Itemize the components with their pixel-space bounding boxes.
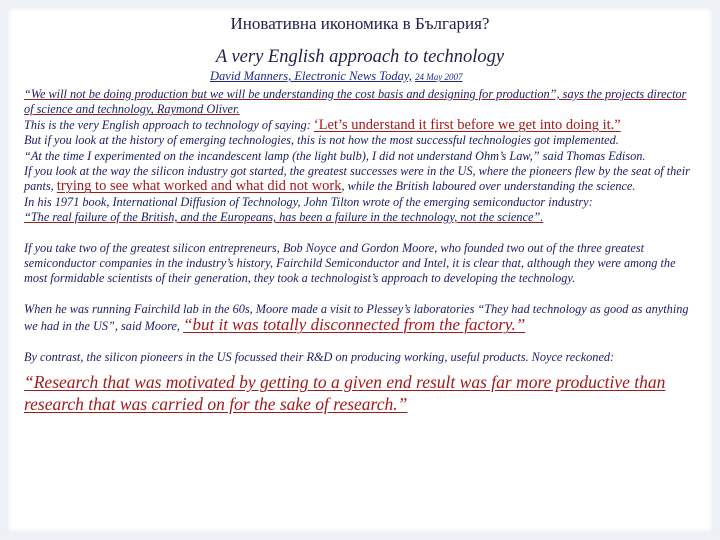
paragraph-text: This is the very English approach to technology of saying: xyxy=(24,117,314,132)
paragraph-text: If you look at the way the silicon industry got started, the greatest successes were in the US, where the pioneers flew by the seat of their pants, xyxy=(24,164,690,194)
quote-noyce: “Research that was motivated by getting to a given end result was far more productive than research that was carried on for the sake of research.” xyxy=(24,372,666,415)
source-citation xyxy=(210,69,462,84)
quote-tilton: “The real failure of the British, and the Europeans, has been a failure in the technology, not the science”. xyxy=(24,210,544,225)
paragraph-english-approach xyxy=(24,118,696,133)
paragraph-text: When he was running Fairchild lab in the 60s, Moore made a visit to Plessey’s laboratories “They had technology as good as anything we had in the US”, said Moore, xyxy=(24,301,689,334)
source-date: 24 May 2007 xyxy=(414,72,463,82)
quote-edison: “At the time I experimented on the incandescent lamp (the light bulb), I did not understand Ohm’s Law,” said Thomas Edison. xyxy=(24,148,646,163)
highlight-what-worked: trying to see what worked and what did not work xyxy=(56,178,342,195)
highlight-understand-first: ‘Let’s understand it first before we get into doing it.” xyxy=(313,116,621,133)
highlight-disconnected: “but it was totally disconnected from the factory.” xyxy=(183,315,526,335)
paragraph-tilton: In his 1971 book, International Diffusion of Technology, John Tilton wrote of the emerging semiconductor industry: xyxy=(24,194,593,209)
slide-subtitle: A very English approach to technology xyxy=(215,47,505,67)
quote-oliver: “We will not be doing production but we will be understanding the cost basis and designing for production”, says the projects director of science and technology, Raymond Oliver. xyxy=(24,87,687,117)
slide-title: Иновативна икономика в България? xyxy=(230,14,490,33)
paragraph-noyce-moore: If you take two of the greatest silicon entrepreneurs, Bob Noyce and Gordon Moore, who founded two out of the three greatest semiconductor companies in the industry’s history, Fairchild Semiconductor and Intel, it is clear that, although they were among the most formidable scientists of their generation, they took a technologist’s approach to developing the technology. xyxy=(24,240,676,286)
source-author: David Manners, Electronic News Today, xyxy=(210,69,412,83)
paragraph-history: But if you look at the history of emerging technologies, this is not how the most successful technologies got implemented. xyxy=(24,133,619,148)
paragraph-fairchild xyxy=(24,302,696,335)
paragraph-contrast: By contrast, the silicon pioneers in the US focussed their R&D on producing working, useful products. Noyce reckoned: xyxy=(24,349,615,364)
paragraph-text: , while the British laboured over understanding the science. xyxy=(341,179,636,194)
paragraph-silicon-industry xyxy=(24,164,696,195)
article-body xyxy=(24,87,696,415)
